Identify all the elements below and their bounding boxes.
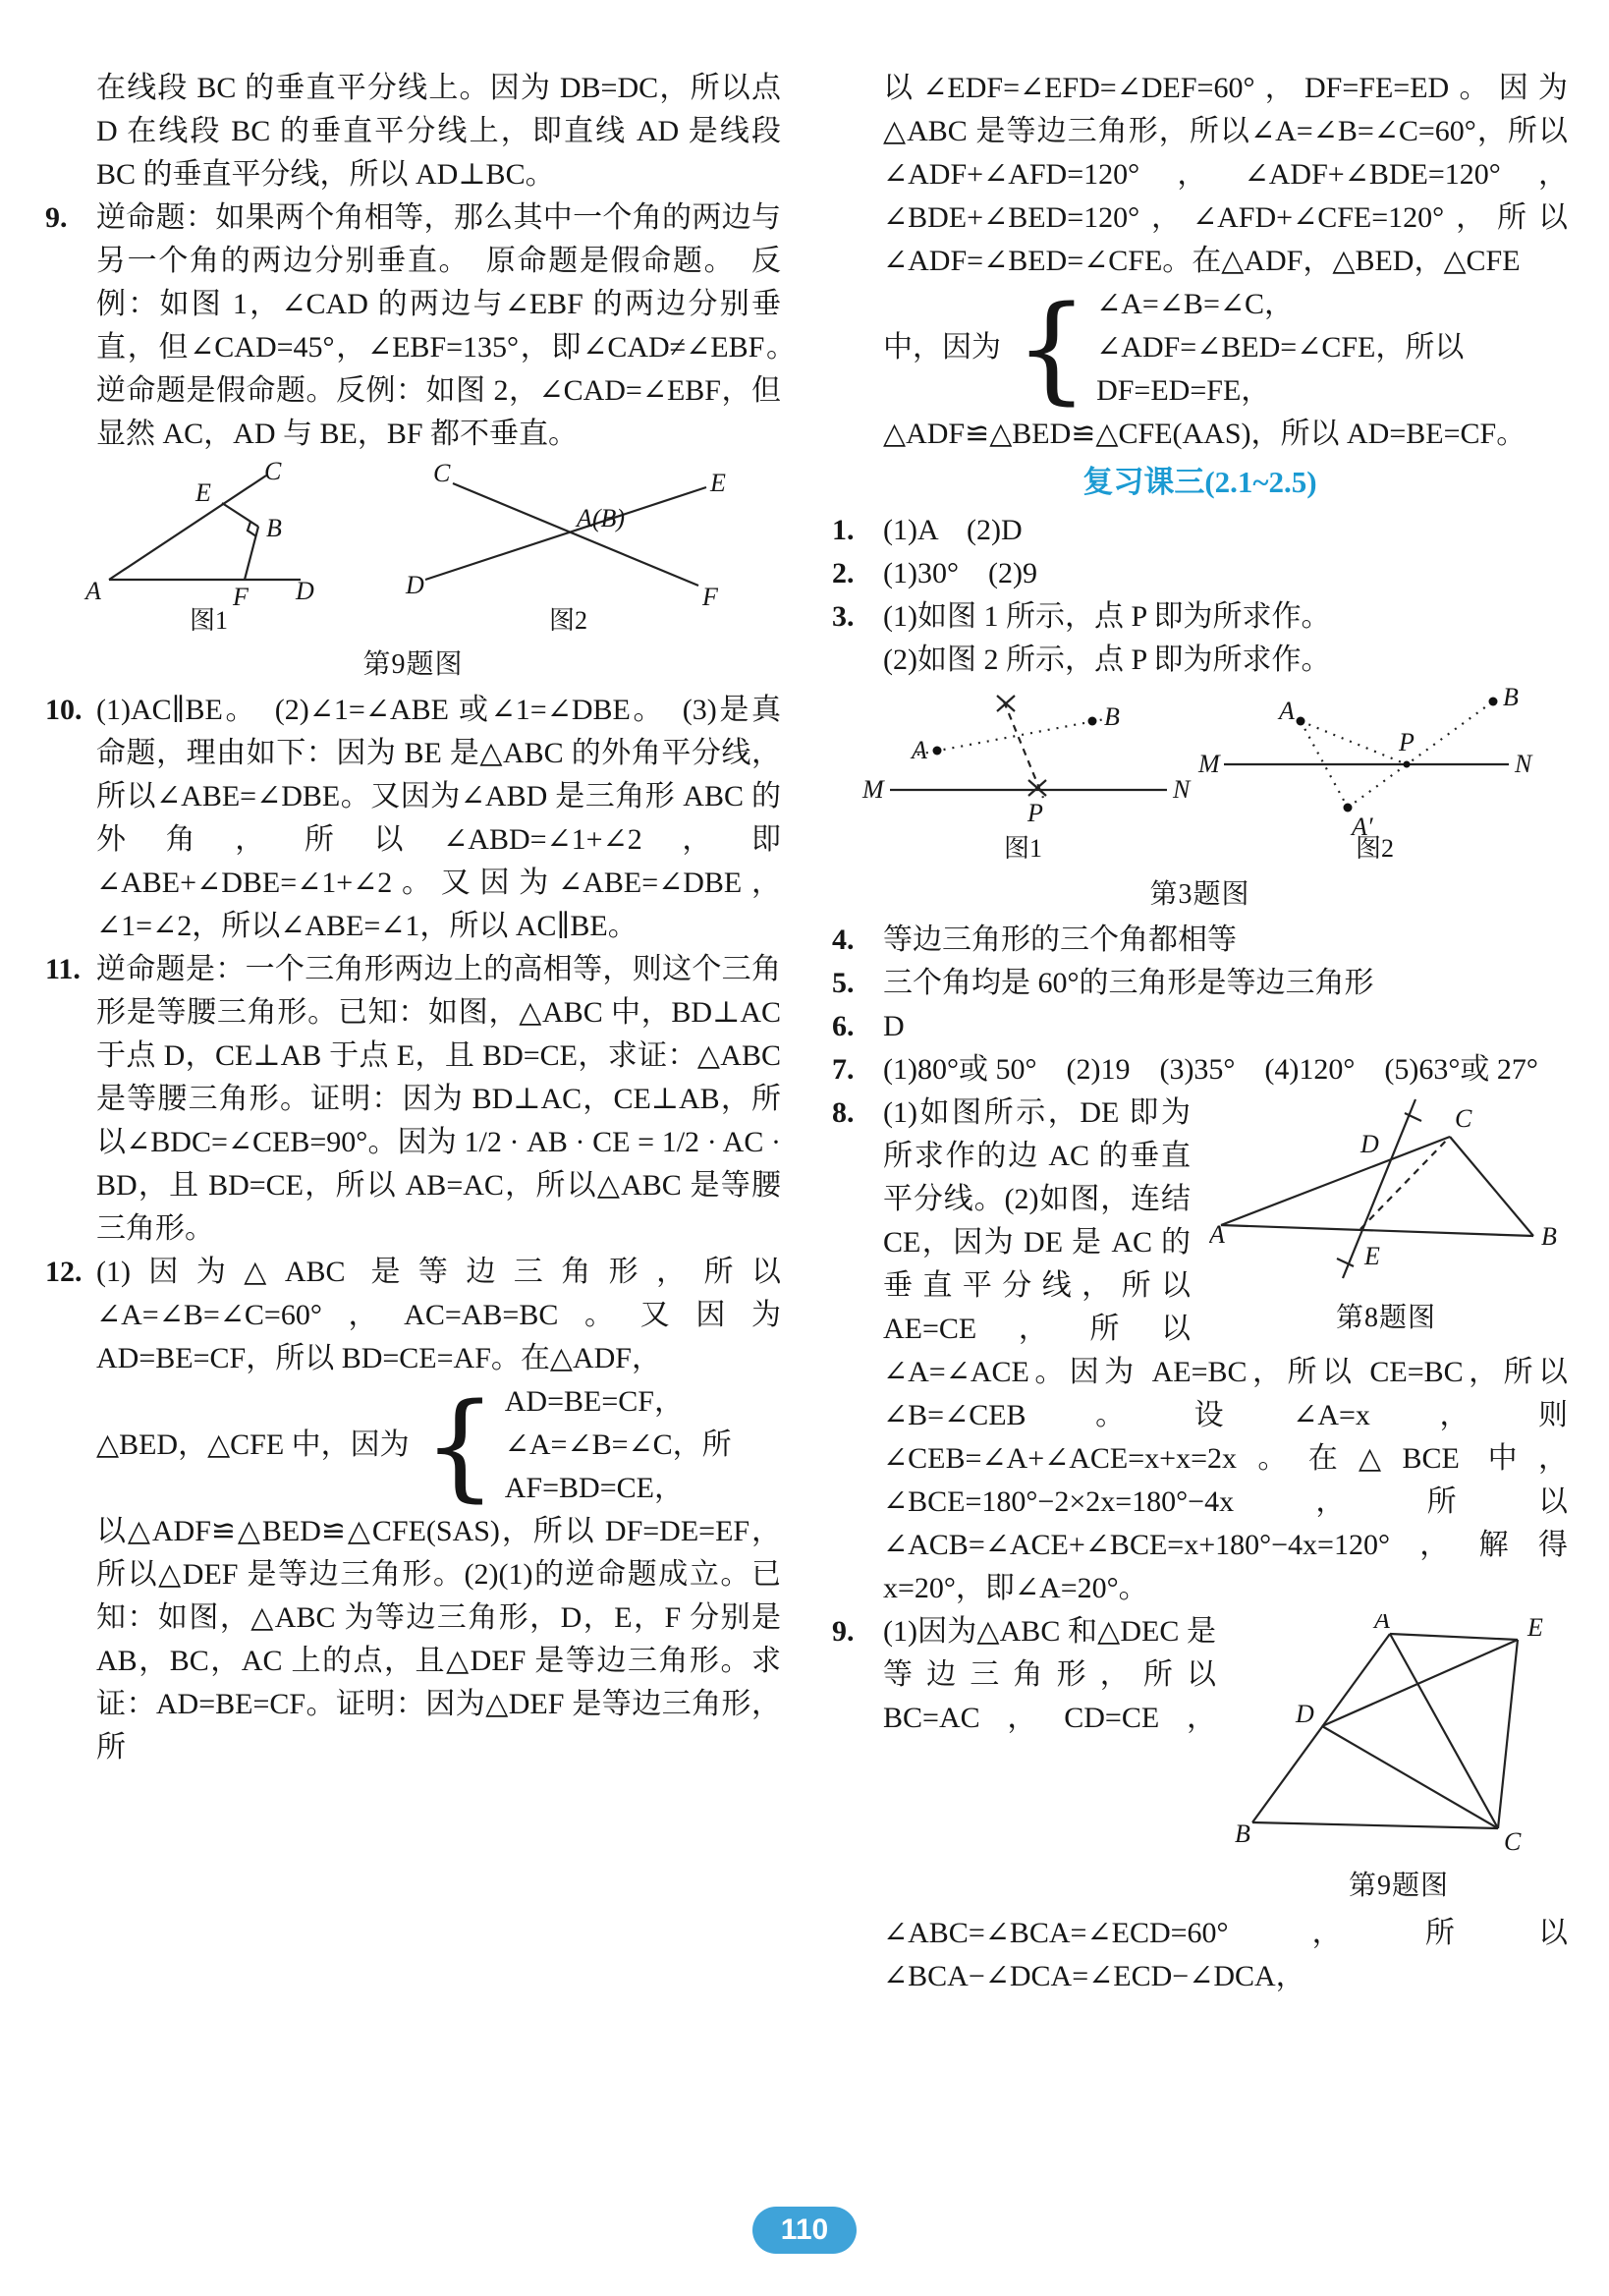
figure-caption: 第8题图: [1335, 1303, 1436, 1333]
equation-line: ∠A=∠B=∠C，: [1096, 288, 1295, 320]
answer-9-body: [883, 1610, 1568, 1998]
problem-12-text-pre: (1)因为△ABC 是等边三角形，所以∠A=∠B=∠C=60°，AC=AB=BC。又因为 AD=BE=CF，所以 BD=CE=AF。在△ADF，: [96, 1256, 781, 1374]
point-label-B: B: [1103, 702, 1120, 731]
solution-text-end: △ADF≌△BED≌△CFE(AAS)，所以 AD=BE=CF。: [883, 418, 1526, 450]
equation-line: DF=ED=FE，: [1096, 374, 1271, 407]
equation-line: ∠ADF=∠BED=∠CFE，所以: [1096, 331, 1465, 364]
point-label-E: E: [1364, 1242, 1380, 1270]
problem-12-text-post: 以△ADF≌△BED≌△CFE(SAS)，所以 DF=DE=EF，所以△DEF 是等边三角形。(2)(1)的逆命题成立。已知：如图，△ABC 为等边三角形，D，E，F 分别是 AB，BC，AC 上的点，且△DEF 是等边三角形。求证：AD=BE=CF。证明：因为△DEF 是等边三角形，所: [96, 1515, 781, 1764]
answer-8-body: [883, 1092, 1568, 1610]
answer-6-number: 6.: [832, 1010, 855, 1042]
answer-1-text: (1)A (2)D: [883, 514, 1023, 546]
point-label-P: P: [1398, 728, 1415, 756]
point-label-A: A: [911, 736, 927, 764]
geometry-figure-3: [857, 688, 1544, 863]
problem-11: [45, 948, 781, 1251]
geometry-figure-8: [1209, 1095, 1563, 1286]
brace-lead-text: △BED，△CFE 中，因为: [96, 1428, 410, 1461]
point-label-B: B: [1541, 1222, 1557, 1251]
figure-problem9-left: [45, 462, 781, 685]
solution-text: 以∠EDF=∠EFD=∠DEF=60°，DF=FE=ED。因为△ABC 是等边三角形，所以∠A=∠B=∠C=60°，所以∠ADF+∠AFD=120°，∠ADF+∠BDE=120°，∠BDE+∠BED=120°，∠AFD+∠CFE=120°，所以∠ADF=∠BED=∠CFE。在△ADF，△BED，△CFE: [883, 72, 1568, 277]
figure-caption: 第3题图: [1149, 879, 1250, 910]
answer-4-number: 4.: [832, 924, 855, 956]
point-label-A: A: [1209, 1220, 1225, 1249]
point-label-B: B: [1235, 1820, 1250, 1848]
equation-line: ∠A=∠B=∠C，所: [504, 1428, 732, 1461]
geometry-figure-9r: [1235, 1614, 1563, 1854]
answer-3-body: [883, 595, 1568, 682]
figure-caption: 第9题图: [362, 649, 464, 680]
point-label-D: D: [1296, 1700, 1314, 1728]
problem-11-text: 逆命题是：一个三角形两边上的高相等，则这个三角形是等腰三角形。已知：如图，△ABC 中，BD⊥AC 于点 D，CE⊥AB 于点 E，且 BD=CE，求证：△ABC 是等腰三角形。证明：因为 BD⊥AC，CE⊥AB，所以∠BDC=∠CEB=90°。因为 1/2 · AB · CE = 1/2 · AC · BD，且 BD=CE，所以 AB=AC，所以△ABC 是等腰三角形。: [96, 953, 781, 1245]
page-number-badge: 110: [752, 2207, 857, 2254]
point-label-P: P: [1026, 799, 1043, 827]
subfig-label-2: 图2: [548, 606, 587, 633]
answer-2-number: 2.: [832, 557, 855, 589]
problem-10: [45, 689, 781, 948]
point-label-M: M: [861, 775, 884, 804]
answer-5-text: 三个角均是 60°的三角形是等边三角形: [883, 967, 1374, 999]
point-label-A: A: [1374, 1614, 1390, 1634]
equation-stack: [1096, 283, 1464, 413]
point-label-B: B: [265, 514, 282, 542]
point-label-A: A: [84, 577, 101, 605]
figure-problem3: [832, 688, 1568, 915]
point-label-C: C: [263, 462, 281, 485]
fig1-lines: [890, 696, 1167, 798]
continued-solution: [832, 67, 1568, 456]
answer-5: [832, 962, 1568, 1005]
problem-12: [45, 1251, 781, 1769]
section-heading: 复习课三(2.1~2.5): [1082, 465, 1317, 499]
answer-3-number: 3.: [832, 600, 855, 633]
equation-system-12: [96, 1377, 781, 1513]
point-label-D: D: [295, 577, 314, 605]
equation-system-right: [883, 280, 1568, 416]
problem-10-number: 10.: [45, 694, 83, 726]
left-column: [45, 67, 810, 1998]
problem-10-text: (1)AC∥BE。 (2)∠1=∠ABE 或∠1=∠DBE。 (3)是真命题，理由如下：因为 BE 是△ABC 的外角平分线，所以∠ABE=∠DBE。又因为∠ABD 是三角形 ABC 的外角，所以∠ABD=∠1+∠2，即∠ABE+∠DBE=∠1+∠2。又因为∠ABE=∠DBE，∠1=∠2，所以∠ABE=∠1，所以 AC∥BE。: [96, 694, 781, 942]
continued-paragraph: 在线段 BC 的垂直平分线上。因为 DB=DC，所以点 D 在线段 BC 的垂直平分线上，即直线 AD 是线段 BC 的垂直平分线，所以 AD⊥BC。: [96, 72, 781, 191]
point-label-C: C: [1504, 1827, 1522, 1854]
fig2-lines: [1224, 701, 1509, 808]
point-label-M: M: [1197, 750, 1220, 778]
point-label-F: F: [232, 583, 249, 611]
point-label-D: D: [1360, 1130, 1379, 1158]
answer-3: [832, 595, 1568, 682]
point-label-E: E: [1527, 1614, 1543, 1642]
point-label-F2: F: [701, 583, 718, 611]
answer-7-text: (1)80°或 50° (2)19 (3)35° (4)120° (5)63°或 27°: [883, 1053, 1538, 1086]
subfig-label-1: 图1: [189, 606, 228, 633]
point-label-E: E: [194, 478, 211, 507]
fig2-lines: [425, 483, 706, 586]
answer-5-number: 5.: [832, 967, 855, 999]
geometry-figure-9: [70, 462, 757, 633]
point-label-E2: E: [709, 469, 726, 497]
problem-11-number: 11.: [45, 953, 81, 985]
answer-9-text: (1)因为△ABC 和△DEC 是等边三角形，所以 BC=AC，CD=CE，∠ABC=∠BCA=∠ECD=60°，所以∠BCA−∠DCA=∠ECD−∠DCA，: [883, 1615, 1568, 1992]
left-brace: {: [422, 1377, 497, 1513]
subfig-label-1: 图1: [1003, 834, 1042, 863]
answer-6: [832, 1005, 1568, 1048]
answer-3-line1: (1)如图 1 所示，点 P 即为所求作。: [883, 600, 1331, 633]
answer-4-text: 等边三角形的三个角都相等: [883, 924, 1237, 956]
answer-1: [832, 509, 1568, 552]
answer-8-number: 8.: [832, 1096, 855, 1129]
problem-9: [45, 196, 810, 456]
problem-12-body: [96, 1251, 781, 1769]
answer-9: [832, 1610, 1568, 1998]
answer-4: [832, 919, 1568, 962]
fig2-points: [1296, 698, 1497, 812]
answer-2: [832, 552, 1568, 595]
point-label-A-prime: A′: [1351, 812, 1373, 841]
problem-9-text: 逆命题：如果两个角相等，那么其中一个角的两边与另一个角的两边分别垂直。 原命题是假命题。 反例：如图 1，∠CAD 的两边与∠EBF 的两边分别垂直，但∠CAD=45°，∠EBF=135°，即∠CAD≠∠EBF。 逆命题是假命题。反例：如图 2，∠CAD=∠EBF，但显然 AC，AD 与 BE，BF 都不垂直。: [96, 201, 810, 450]
answer-1-number: 1.: [832, 514, 855, 546]
problem-12-number: 12.: [45, 1256, 83, 1288]
point-label-AB: A(B): [576, 504, 625, 532]
right-column: [832, 67, 1568, 1998]
problem-9-number: 9.: [45, 201, 68, 234]
point-label-N: N: [1514, 750, 1531, 778]
left-brace: {: [1015, 280, 1089, 416]
figure-problem8: [1204, 1095, 1568, 1338]
point-label-B: B: [1502, 688, 1519, 711]
answer-6-text: D: [883, 1010, 905, 1042]
figure-problem9-right: [1230, 1614, 1568, 1906]
equation-stack: [505, 1380, 732, 1510]
answer-8: [832, 1092, 1568, 1610]
brace-lead-text: 中，因为: [883, 331, 1001, 364]
answer-9-number: 9.: [832, 1615, 855, 1648]
answer-3-line2: (2)如图 2 所示，点 P 即为所求作。: [883, 644, 1331, 676]
figure-caption: 第9题图: [1348, 1871, 1449, 1901]
subfig-label-2: 图2: [1355, 834, 1394, 863]
point-label-D2: D: [405, 571, 424, 599]
answer-7: [832, 1048, 1568, 1092]
point-label-N: N: [1172, 775, 1190, 804]
point-label-A: A: [1278, 697, 1295, 725]
answer-2-text: (1)30° (2)9: [883, 557, 1037, 589]
point-label-C2: C: [432, 462, 450, 487]
two-column-layout: [45, 67, 1568, 1998]
answer-8-text: (1)如图所示，DE 即为所求作的边 AC 的垂直平分线。(2)如图，连结 CE，因为 DE 是 AC 的垂直平分线，所以 AE=CE，所以∠A=∠ACE。因为 AE=BC，所以 CE=BC，所以∠B=∠CEB。设∠A=x，则∠CEB=∠A+∠ACE=x+x=2x。在△BCE 中，∠BCE=180°−2×2x=180°−4x，所以∠ACB=∠ACE+∠BCE=x+180°−4x=120°，解得 x=20°，即∠A=20°。: [883, 1096, 1568, 1604]
answer-7-number: 7.: [832, 1053, 855, 1086]
equation-line: AF=BD=CE，: [504, 1472, 684, 1504]
equation-line: AD=BE=CF，: [504, 1385, 684, 1418]
point-label-C: C: [1455, 1104, 1472, 1133]
